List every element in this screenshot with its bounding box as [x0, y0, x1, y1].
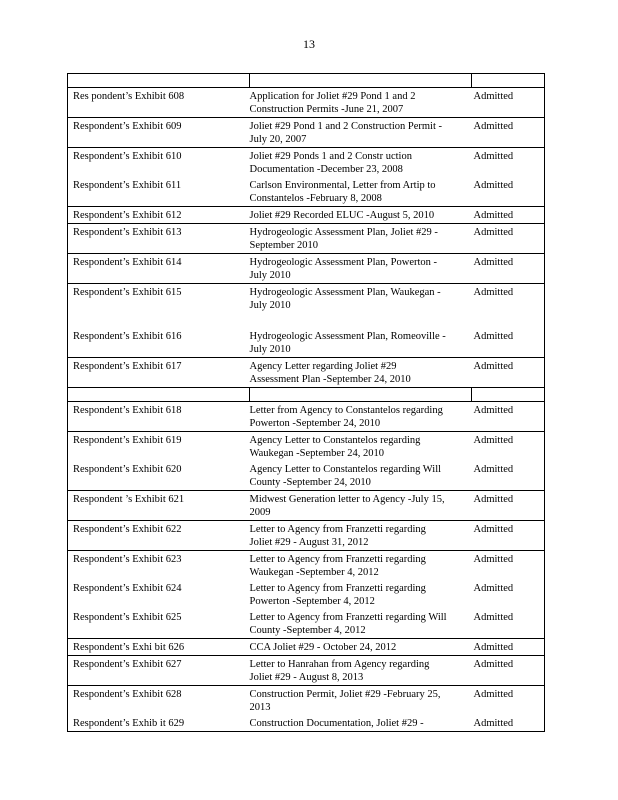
- exhibit-description: Hydrogeologic Assessment Plan, Waukegan -July 2010: [250, 284, 472, 314]
- table-row: [68, 224, 545, 254]
- table-row: [68, 177, 545, 207]
- table-row: [68, 313, 545, 358]
- exhibit-label: Respondent’s Exhibit 614: [68, 254, 250, 284]
- exhibit-description: Carlson Environmental, Letter from Artip to Constantelos -February 8, 2008: [250, 177, 472, 207]
- exhibit-status: Admitted: [472, 402, 545, 432]
- exhibit-description: Joliet #29 Recorded ELUC -August 5, 2010: [250, 207, 472, 224]
- exhibit-label: Res pondent’s Exhibit 608: [68, 88, 250, 118]
- exhibit-label: Respondent’s Exhibit 615: [68, 284, 250, 314]
- table-row: [68, 148, 545, 178]
- table-spacer-row: [68, 388, 545, 402]
- exhibit-description: Joliet #29 Pond 1 and 2 Construction Permit -July 20, 2007: [250, 118, 472, 148]
- exhibit-status: Admitted: [472, 609, 545, 639]
- exhibit-label: Respondent’s Exhib it 629: [68, 715, 250, 732]
- exhibit-description: Letter to Agency from Franzetti regarding Will County -September 4, 2012: [250, 609, 472, 639]
- table-row: [68, 715, 545, 732]
- exhibit-status: Admitted: [472, 491, 545, 521]
- exhibit-label: Respondent’s Exhibit 620: [68, 461, 250, 491]
- exhibit-label: Respondent’s Exhibit 616: [68, 313, 250, 358]
- exhibit-status: Admitted: [472, 432, 545, 462]
- exhibit-status: Admitted: [472, 88, 545, 118]
- exhibit-label: Respondent’s Exhibit 623: [68, 551, 250, 581]
- table-row: [68, 88, 545, 118]
- exhibit-status: Admitted: [472, 521, 545, 551]
- exhibit-description: Construction Permit, Joliet #29 -February 25, 2013: [250, 686, 472, 716]
- exhibit-description: Midwest Generation letter to Agency -July 15, 2009: [250, 491, 472, 521]
- table-row: [68, 639, 545, 656]
- table-row: [68, 580, 545, 609]
- exhibit-label: Respondent’s Exhibit 622: [68, 521, 250, 551]
- table-row: [68, 609, 545, 639]
- exhibit-label: Respondent’s Exhibit 628: [68, 686, 250, 716]
- exhibit-status: Admitted: [472, 207, 545, 224]
- table-row: [68, 402, 545, 432]
- exhibit-description: Hydrogeologic Assessment Plan, Romeoville -July 2010: [250, 313, 472, 358]
- exhibit-status: Admitted: [472, 656, 545, 686]
- table-spacer-row: [68, 74, 545, 88]
- table-row: [68, 254, 545, 284]
- exhibit-description: Agency Letter to Constantelos regarding Waukegan -September 24, 2010: [250, 432, 472, 462]
- exhibit-description: Joliet #29 Ponds 1 and 2 Constr uction Documentation -December 23, 2008: [250, 148, 472, 178]
- table-row: [68, 656, 545, 686]
- table-row: [68, 432, 545, 462]
- exhibit-label: Respondent’s Exhibit 627: [68, 656, 250, 686]
- exhibit-status: Admitted: [472, 313, 545, 358]
- exhibit-label: Respondent’s Exhibit 624: [68, 580, 250, 609]
- exhibit-table: [67, 73, 545, 732]
- exhibit-status: Admitted: [472, 284, 545, 314]
- exhibit-label: Respondent’s Exhibit 617: [68, 358, 250, 388]
- exhibit-status: Admitted: [472, 148, 545, 178]
- exhibit-status: Admitted: [472, 461, 545, 491]
- exhibit-status: Admitted: [472, 358, 545, 388]
- table-row: [68, 521, 545, 551]
- exhibit-label: Respondent’s Exhibit 619: [68, 432, 250, 462]
- exhibit-status: Admitted: [472, 686, 545, 716]
- exhibit-description: Letter to Agency from Franzetti regarding Joliet #29 - August 31, 2012: [250, 521, 472, 551]
- exhibit-status: Admitted: [472, 639, 545, 656]
- exhibit-description: Letter to Hanrahan from Agency regarding Joliet #29 - August 8, 2013: [250, 656, 472, 686]
- exhibit-description: Letter to Agency from Franzetti regarding Waukegan -September 4, 2012: [250, 551, 472, 581]
- exhibit-status: Admitted: [472, 177, 545, 207]
- exhibit-label: Respondent’s Exhibit 613: [68, 224, 250, 254]
- exhibit-label: Respondent’s Exhi bit 626: [68, 639, 250, 656]
- exhibit-description: Hydrogeologic Assessment Plan, Powerton -July 2010: [250, 254, 472, 284]
- exhibit-description: CCA Joliet #29 - October 24, 2012: [250, 639, 472, 656]
- table-row: [68, 686, 545, 716]
- exhibit-status: Admitted: [472, 715, 545, 732]
- exhibit-label: Respondent’s Exhibit 618: [68, 402, 250, 432]
- exhibit-status: Admitted: [472, 224, 545, 254]
- table-row: [68, 358, 545, 388]
- exhibit-description: Hydrogeologic Assessment Plan, Joliet #29 -September 2010: [250, 224, 472, 254]
- exhibit-description: Construction Documentation, Joliet #29 -: [250, 715, 472, 732]
- exhibit-status: Admitted: [472, 118, 545, 148]
- exhibit-description: Agency Letter regarding Joliet #29 Assessment Plan -September 24, 2010: [250, 358, 472, 388]
- exhibit-description: Agency Letter to Constantelos regarding Will County -September 24, 2010: [250, 461, 472, 491]
- exhibit-description: Letter from Agency to Constantelos regarding Powerton -September 24, 2010: [250, 402, 472, 432]
- table-row: [68, 461, 545, 491]
- exhibit-description: Application for Joliet #29 Pond 1 and 2 Construction Permits -June 21, 2007: [250, 88, 472, 118]
- page-number: 13: [303, 37, 315, 51]
- exhibit-status: Admitted: [472, 254, 545, 284]
- exhibit-status: Admitted: [472, 580, 545, 609]
- exhibit-label: Respondent’s Exhibit 612: [68, 207, 250, 224]
- table-row: [68, 207, 545, 224]
- exhibit-label: Respondent’s Exhibit 610: [68, 148, 250, 178]
- exhibit-label: Respondent’s Exhibit 611: [68, 177, 250, 207]
- exhibit-status: Admitted: [472, 551, 545, 581]
- table-row: [68, 118, 545, 148]
- exhibit-label: Respondent’s Exhibit 609: [68, 118, 250, 148]
- exhibit-label: Respondent ’s Exhibit 621: [68, 491, 250, 521]
- exhibit-description: Letter to Agency from Franzetti regarding Powerton -September 4, 2012: [249, 583, 426, 607]
- table-row: [68, 284, 545, 314]
- table-row: [68, 491, 545, 521]
- table-row: [68, 551, 545, 581]
- exhibit-label: Respondent’s Exhibit 625: [68, 609, 250, 639]
